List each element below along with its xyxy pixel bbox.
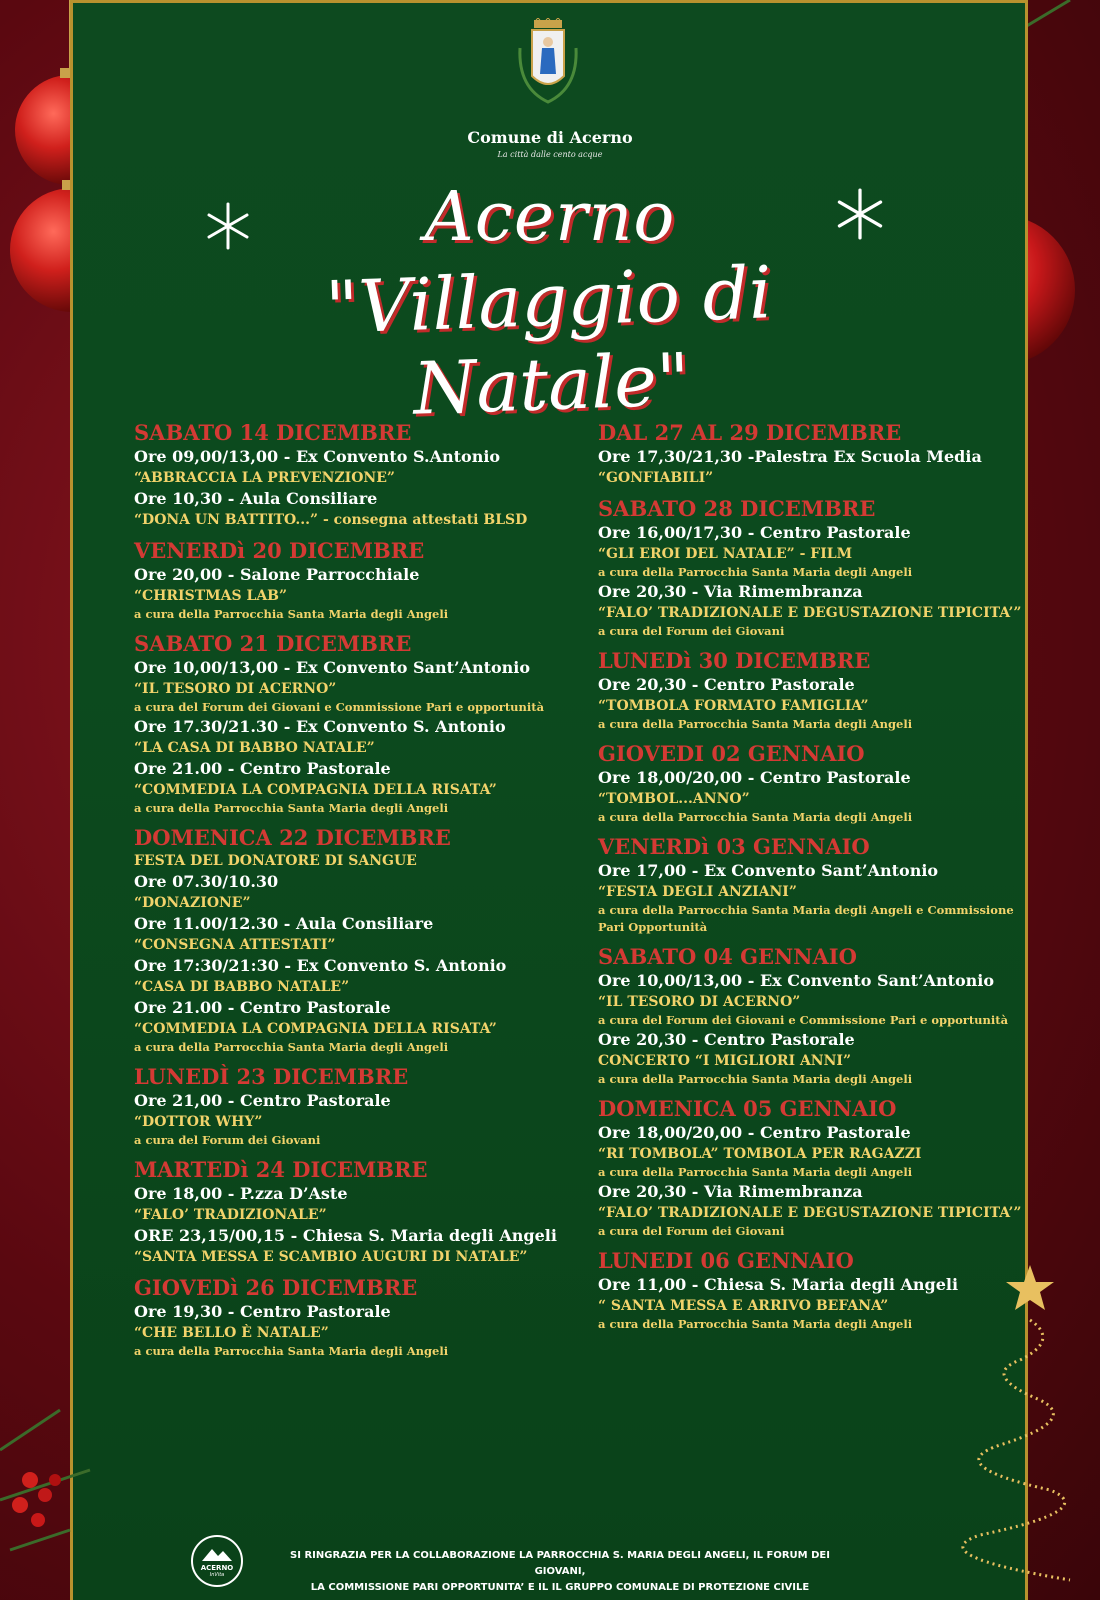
day-heading: SABATO 04 GENNAIO bbox=[598, 944, 857, 969]
event-title: “CONSEGNA ATTESTATI” bbox=[134, 937, 336, 953]
event-organizer-note: a cura della Parrocchia Santa Maria degli Angeli bbox=[134, 1344, 449, 1358]
event-time-place: Ore 07.30/10.30 bbox=[134, 872, 279, 891]
event-title: “IL TESORO DI ACERNO” bbox=[598, 994, 801, 1010]
left-program-column bbox=[134, 420, 574, 1368]
event-organizer-note: a cura del Forum dei Giovani e Commissione Pari e opportunità bbox=[598, 1013, 1009, 1027]
event-time-place: Ore 21.00 - Centro Pastorale bbox=[134, 759, 391, 778]
event-time-place: Ore 21.00 - Centro Pastorale bbox=[134, 998, 391, 1017]
logo-subtext: InVita bbox=[209, 1572, 225, 1578]
footer-thanks bbox=[270, 1548, 850, 1596]
day-heading: GIOVEDI 02 GENNAIO bbox=[598, 741, 865, 766]
event-organizer-note: a cura della Parrocchia Santa Maria degli Angeli e Commissione bbox=[598, 903, 1014, 917]
event-title: “FALO’ TRADIZIONALE E DEGUSTAZIONE TIPICITA’” bbox=[598, 1205, 1022, 1221]
event-time-place: Ore 09,00/13,00 - Ex Convento S.Antonio bbox=[134, 447, 501, 466]
event-title: “DONAZIONE” bbox=[134, 895, 251, 911]
event-organizer-note: a cura del Forum dei Giovani bbox=[134, 1133, 321, 1147]
event-title: “LA CASA DI BABBO NATALE” bbox=[134, 740, 375, 756]
event-title: “DOTTOR WHY” bbox=[134, 1114, 263, 1130]
event-title: CONCERTO “I MIGLIORI ANNI” bbox=[598, 1053, 852, 1069]
event-time-place: Ore 17:30/21:30 - Ex Convento S. Antonio bbox=[134, 956, 507, 975]
holly-berries-decoration bbox=[0, 1330, 120, 1600]
acerno-invita-logo bbox=[191, 1535, 243, 1587]
event-organizer-note: a cura della Parrocchia Santa Maria degli Angeli bbox=[598, 717, 913, 731]
event-title: “SANTA MESSA E SCAMBIO AUGURI DI NATALE” bbox=[134, 1249, 528, 1265]
program-day bbox=[134, 1157, 574, 1267]
event-organizer-note: a cura della Parrocchia Santa Maria degli Angeli bbox=[598, 1317, 913, 1331]
event-title: “FALO’ TRADIZIONALE” bbox=[134, 1207, 327, 1223]
program-day bbox=[598, 496, 1028, 640]
coat-of-arms-logo bbox=[510, 18, 586, 110]
event-organizer-note: a cura della Parrocchia Santa Maria degli Angeli bbox=[598, 810, 913, 824]
event-title: “CHRISTMAS LAB” bbox=[134, 588, 288, 604]
day-heading: DOMENICA 22 DICEMBRE bbox=[134, 825, 451, 850]
comune-name: Comune di Acerno bbox=[467, 128, 633, 147]
event-time-place: Ore 11.00/12.30 - Aula Consiliare bbox=[134, 914, 434, 933]
event-organizer-note: a cura del Forum dei Giovani bbox=[598, 624, 785, 638]
event-title: “GONFIABILI” bbox=[598, 470, 714, 486]
program-day bbox=[598, 834, 1028, 936]
snowflake-icon bbox=[204, 202, 252, 250]
event-title: “TOMBOL...ANNO” bbox=[598, 791, 750, 807]
event-title: “CHE BELLO È NATALE” bbox=[134, 1325, 329, 1341]
event-time-place: Ore 20,30 - Centro Pastorale bbox=[598, 1030, 855, 1049]
program-day bbox=[134, 1275, 574, 1360]
event-title: FESTA DEL DONATORE DI SANGUE bbox=[134, 853, 417, 869]
program-day bbox=[598, 944, 1028, 1088]
program-day bbox=[598, 648, 1028, 733]
program-day bbox=[134, 1064, 574, 1149]
event-time-place: Ore 10,00/13,00 - Ex Convento Sant’Antonio bbox=[598, 971, 995, 990]
day-heading: VENERDì 03 GENNAIO bbox=[598, 834, 870, 859]
event-organizer-note: a cura della Parrocchia Santa Maria degli Angeli bbox=[598, 1165, 913, 1179]
day-heading: SABATO 14 DICEMBRE bbox=[134, 420, 412, 445]
event-time-place: Ore 19,30 - Centro Pastorale bbox=[134, 1302, 391, 1321]
event-time-place: Ore 16,00/17,30 - Centro Pastorale bbox=[598, 523, 911, 542]
day-heading: SABATO 28 DICEMBRE bbox=[598, 496, 876, 521]
day-heading: GIOVEDì 26 DICEMBRE bbox=[134, 1275, 418, 1300]
event-title: “TOMBOLA FORMATO FAMIGLIA” bbox=[598, 698, 869, 714]
logo-text: ACERNO bbox=[200, 1564, 234, 1572]
right-program-column bbox=[598, 420, 1028, 1341]
event-time-place: Ore 18,00/20,00 - Centro Pastorale bbox=[598, 1123, 911, 1142]
event-organizer-note: a cura del Forum dei Giovani e Commissione Pari e opportunità bbox=[134, 700, 545, 714]
program-day bbox=[134, 538, 574, 623]
event-title: “GLI EROI DEL NATALE” - FILM bbox=[598, 546, 853, 562]
day-heading: MARTEDì 24 DICEMBRE bbox=[134, 1157, 428, 1182]
event-time-place: Ore 18,00/20,00 - Centro Pastorale bbox=[598, 768, 911, 787]
program-day bbox=[598, 420, 1028, 488]
event-title: “ABBRACCIA LA PREVENZIONE” bbox=[134, 470, 395, 486]
event-time-place: Ore 18,00 - P.zza D’Aste bbox=[134, 1184, 348, 1203]
footer-line: LA COMMISSIONE PARI OPPORTUNITA’ E IL IL GRUPPO COMUNALE DI PROTEZIONE CIVILE bbox=[310, 1582, 810, 1593]
event-title: “FALO’ TRADIZIONALE E DEGUSTAZIONE TIPICITA’” bbox=[598, 605, 1022, 621]
event-title: “IL TESORO DI ACERNO” bbox=[134, 681, 337, 697]
day-heading: VENERDì 20 DICEMBRE bbox=[134, 538, 425, 563]
title-villaggio-di-natale: "Villaggio di Natale" bbox=[323, 250, 774, 431]
event-organizer-note: a cura della Parrocchia Santa Maria degli Angeli bbox=[598, 1072, 913, 1086]
event-time-place: Ore 20,00 - Salone Parrocchiale bbox=[134, 565, 420, 584]
event-organizer-note: a cura della Parrocchia Santa Maria degli Angeli bbox=[134, 607, 449, 621]
event-title: “COMMEDIA LA COMPAGNIA DELLA RISATA” bbox=[134, 782, 497, 798]
program-day bbox=[134, 631, 574, 817]
comune-motto: La città dalle cento acque bbox=[497, 150, 603, 159]
event-title: “FESTA DEGLI ANZIANI” bbox=[598, 884, 797, 900]
event-time-place: Ore 17,00 - Ex Convento Sant’Antonio bbox=[598, 861, 939, 880]
event-time-place: Ore 20,30 - Via Rimembranza bbox=[598, 1182, 863, 1201]
event-organizer-note: a cura della Parrocchia Santa Maria degli Angeli bbox=[134, 1040, 449, 1054]
event-time-place: Ore 21,00 - Centro Pastorale bbox=[134, 1091, 391, 1110]
day-heading: LUNEDì 30 DICEMBRE bbox=[598, 648, 871, 673]
event-time-place: Ore 17,30/21,30 -Palestra Ex Scuola Media bbox=[598, 447, 982, 466]
day-heading: LUNEDÌ 23 DICEMBRE bbox=[134, 1064, 409, 1089]
program-day bbox=[598, 1096, 1028, 1240]
event-title: “RI TOMBOLA” TOMBOLA PER RAGAZZI bbox=[598, 1146, 922, 1162]
footer-line: SI RINGRAZIA PER LA COLLABORAZIONE LA PARROCCHIA S. MARIA DEGLI ANGELI, IL FORUM DEI GIOVANI, bbox=[290, 1550, 830, 1577]
day-heading: SABATO 21 DICEMBRE bbox=[134, 631, 412, 656]
day-heading: LUNEDI 06 GENNAIO bbox=[598, 1248, 854, 1273]
title-acerno: Acerno bbox=[424, 178, 676, 257]
program-day bbox=[134, 825, 574, 1056]
event-title: “COMMEDIA LA COMPAGNIA DELLA RISATA” bbox=[134, 1021, 497, 1037]
event-organizer-note: a cura del Forum dei Giovani bbox=[598, 1224, 785, 1238]
day-heading: DAL 27 AL 29 DICEMBRE bbox=[598, 420, 902, 445]
day-heading: DOMENICA 05 GENNAIO bbox=[598, 1096, 897, 1121]
event-time-place: Ore 10,30 - Aula Consiliare bbox=[134, 489, 378, 508]
event-time-place: Ore 17.30/21.30 - Ex Convento S. Antonio bbox=[134, 717, 506, 736]
event-title: “DONA UN BATTITO...” - consegna attestati BLSD bbox=[134, 512, 528, 528]
snowflake-icon bbox=[834, 188, 886, 240]
program-day bbox=[134, 420, 574, 530]
event-title: “ SANTA MESSA E ARRIVO BEFANA” bbox=[598, 1298, 889, 1314]
christmas-tree-lights-decoration bbox=[920, 1260, 1100, 1600]
event-organizer-note: a cura della Parrocchia Santa Maria degli Angeli bbox=[598, 565, 913, 579]
event-title: “CASA DI BABBO NATALE” bbox=[134, 979, 350, 995]
program-day bbox=[598, 741, 1028, 826]
event-time-place: ORE 23,15/00,15 - Chiesa S. Maria degli Angeli bbox=[134, 1226, 557, 1245]
event-organizer-note: Pari Opportunità bbox=[598, 920, 708, 934]
event-time-place: Ore 20,30 - Centro Pastorale bbox=[598, 675, 855, 694]
event-organizer-note: a cura della Parrocchia Santa Maria degli Angeli bbox=[134, 801, 449, 815]
event-time-place: Ore 11,00 - Chiesa S. Maria degli Angeli bbox=[598, 1275, 959, 1294]
event-time-place: Ore 20,30 - Via Rimembranza bbox=[598, 582, 863, 601]
event-time-place: Ore 10,00/13,00 - Ex Convento Sant’Antonio bbox=[134, 658, 531, 677]
